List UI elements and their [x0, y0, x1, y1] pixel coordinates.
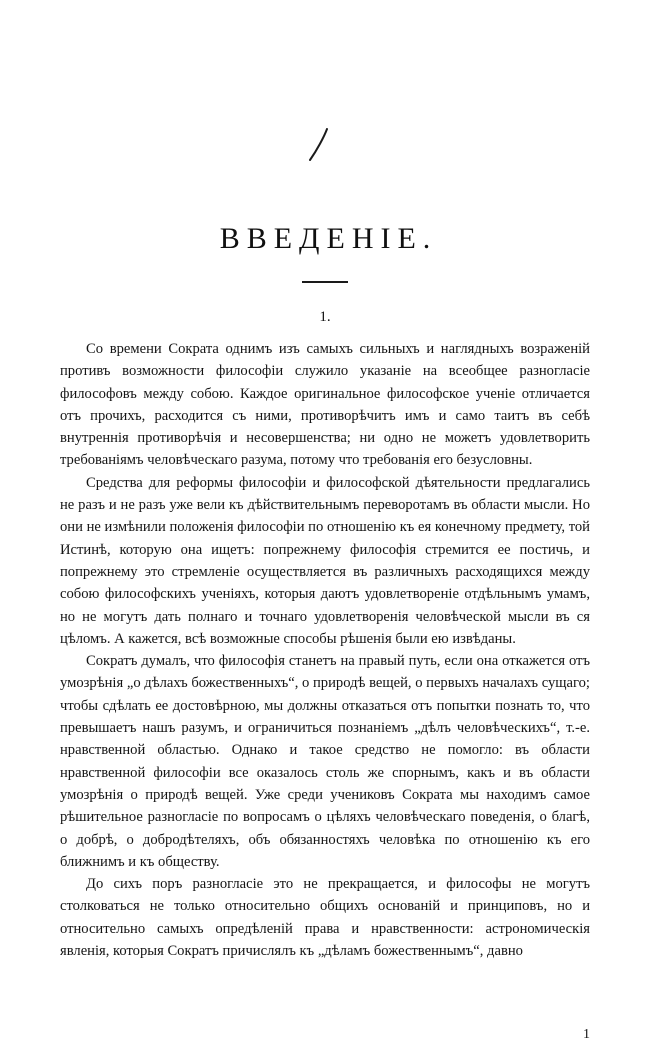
- paragraph: До сихъ поръ разногласіе это не прекращается, и философы не могутъ столковаться не только относительно общихъ основаній и принциповъ, но и относительно самыхъ опредѣленій права и нравственности: астрономическія явленія, которыя Сократъ причислялъ къ „дѣламъ божественнымъ“, давно: [60, 876, 590, 960]
- paragraph: Сократъ думалъ, что философія станетъ на правый путь, если она откажется отъ умозрѣнія „о дѣлахъ божественныхъ“, о природѣ вещей, о первыхъ началахъ сущаго; чтобы сдѣлать ее достовѣрною, мы должны отказаться отъ попытки познать то, что превышаетъ нашъ разумъ, и ограничиться познаніемъ „дѣлъ человѣческихъ“, т.-е. нравственной областью. Однако и такое средство не помогло: въ области нравственной философіи все оказалось столь же спорнымъ, какъ и въ области умозрѣнія о природѣ вещей. Уже среди учениковъ Сократа мы находимъ самое рѣшительное разногласіе по вопросамъ о цѣляхъ человѣческаго поведенія, о благѣ, о добрѣ, о добродѣтеляхъ, объ обязанностяхъ человѣка по отношенію къ его ближнимъ и къ обществу.: [60, 653, 590, 870]
- paragraph: Со времени Сократа однимъ изъ самыхъ сильныхъ и наглядныхъ возраженій противъ возможности философіи служило указаніе на всеобщее разногласіе философовъ между собою. Каждое оригинальное философское ученіе отличается отъ прочихъ, расходится съ ними, противорѣчитъ имъ и само таитъ въ себѣ внутреннія противорѣчія и несовершенства; ни одно не можетъ удовлетворить требованіямъ человѣческаго разума, потому что требованія его безусловны.: [60, 341, 590, 469]
- section-number: 1.: [319, 309, 331, 325]
- paragraph: Средства для реформы философіи и философской дѣятельности предлагались не разъ и не разъ уже вели къ дѣйствительнымъ переворотамъ въ области мысли. Но они не измѣнили положенія философіи по отношенію къ ея конечному предмету, той Истинѣ, которую она ищетъ: попрежнему философія стремится ее постичь, и попрежнему это стремленіе осуществляется въ различныхъ расходящихся между собою философскихъ ученіяхъ, которыя даютъ удовлетвореніе отдѣльнымъ умамъ, но не могутъ дать полнаго и точнаго удовлетворенія человѣческой мысли въ ся цѣломъ. А кажется, всѣ возможные способы рѣшенія были ею извѣданы.: [60, 474, 590, 647]
- title-divider: [302, 281, 348, 283]
- page-number: 1: [583, 1027, 590, 1042]
- page-title: ВВЕДЕНІЕ.: [219, 222, 438, 255]
- body-text: [60, 338, 590, 962]
